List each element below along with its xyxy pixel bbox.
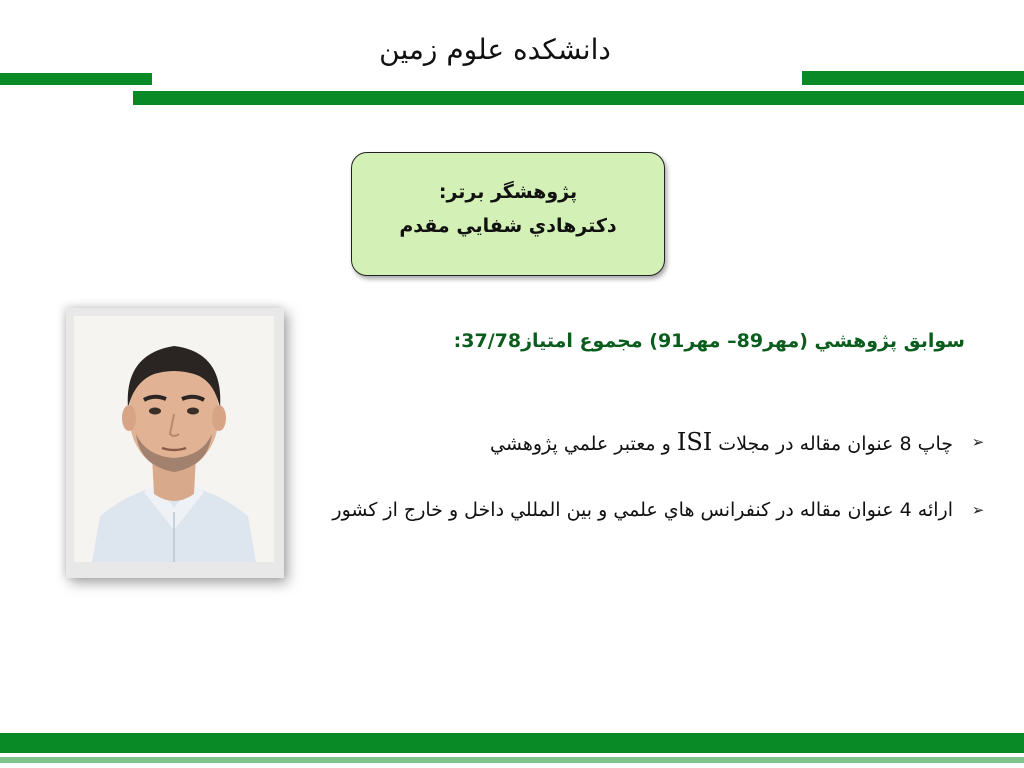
portrait-photo — [74, 316, 274, 562]
award-label: پژوهشگر برتر: — [438, 181, 578, 203]
top-right-decor-bar — [802, 71, 1024, 85]
researcher-name: دكترهادي شفايي مقدم — [399, 215, 617, 237]
arrow-bullet-icon: ➢ — [971, 501, 985, 519]
portrait-illustration — [74, 316, 274, 562]
list-item — [300, 422, 990, 464]
bullet-text-part: چاپ 8 عنوان مقاله در مجلات — [712, 433, 953, 455]
bullet-list — [300, 422, 990, 556]
bullet-emphasis-text: ISI — [676, 428, 713, 456]
top-long-decor-bar — [133, 91, 1024, 105]
arrow-bullet-icon: ➢ — [971, 433, 985, 451]
bullet-text-part: و معتبر علمي پژوهشي — [490, 433, 677, 455]
researcher-name-box — [351, 152, 665, 276]
slide-title: دانشکده علوم زمین — [379, 33, 611, 66]
list-item — [300, 490, 990, 530]
bullet-text: ارائه 4 عنوان مقاله در كنفرانس هاي علمي و بين المللي داخل و خارج از كشور — [332, 499, 953, 521]
bottom-decor-bar — [0, 733, 1024, 753]
top-left-decor-bar — [0, 73, 152, 85]
section-heading: سوابق پژوهشي (مهر89– مهر91) مجموع امتياز37/78: — [453, 330, 965, 352]
photo-frame — [66, 308, 284, 578]
bottom-thin-decor-bar — [0, 757, 1024, 763]
